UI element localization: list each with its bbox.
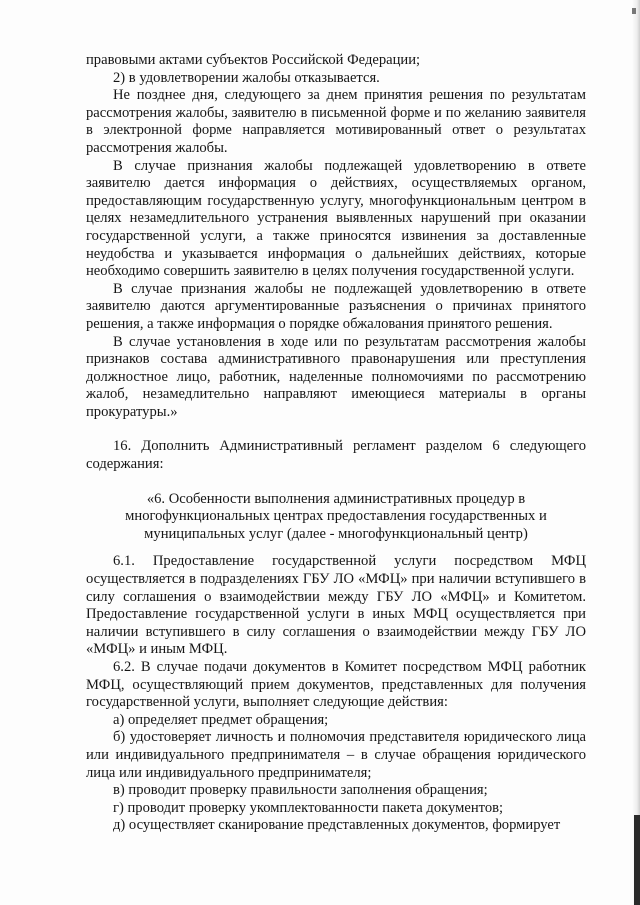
list-item: в) проводит проверку правильности заполнения обращения; — [113, 782, 488, 799]
paragraph: В случае установления в ходе или по результатам рассмотрения жалобы признаков состава административного правонарушения или преступления должностное лицо, работник, наделенные полномочиями по рассмотрению жалоб, незамедлительно направляют имеющиеся материалы в органы прокуратуры.» — [86, 333, 586, 420]
paragraph: 6.2. В случае подачи документов в Комитет посредством МФЦ работник МФЦ, осуществляющий прием документов, представленных для получения государственной услуги, выполняет следующие действия: — [86, 659, 586, 711]
list-item: д) осуществляет сканирование представленных документов, формирует — [113, 817, 561, 834]
scan-edge-shadow — [632, 0, 640, 905]
scan-edge-artifact — [634, 815, 640, 905]
paragraph: Не позднее дня, следующего за днем принятия решения по результатам рассмотрения жалобы, заявителю в письменной форме и по желанию заявителя в электронной форме направляется мотивированный ответ о результатах рассмотрения жалобы. — [86, 87, 586, 156]
paragraph: В случае признания жалобы не подлежащей удовлетворению в ответе заявителю даются аргументированные разъяснения о причинах принятого решения, а также информация о порядке обжалования принятого решения. — [86, 280, 586, 332]
section-title — [86, 491, 586, 544]
list-item: г) проводит проверку укомплектованности пакета документов; — [113, 799, 504, 816]
scan-mark — [632, 8, 636, 14]
section-title-line: многофункциональных центрах предоставления государственных и — [125, 508, 547, 525]
document-body — [86, 52, 586, 835]
paragraph: 6.1. Предоставление государственной услуги посредством МФЦ осуществляется в подразделениях ГБУ ЛО «МФЦ» при наличии вступившего в силу соглашения о взаимодействии между ГБУ ЛО «МФЦ» и Комитетом. Предоставление государственной услуги в иных МФЦ осуществляется при наличии вступившего в силу соглашения о взаимодействии между ГБУ ЛО «МФЦ» и иным МФЦ. — [86, 553, 586, 658]
section-title-line: муниципальных услуг (далее - многофункциональный центр) — [144, 525, 528, 542]
paragraph-amendment: 16. Дополнить Административный регламент разделом 6 следующего содержания: — [86, 438, 586, 473]
paragraph: В случае признания жалобы подлежащей удовлетворению в ответе заявителю дается информация о действиях, осуществляемых органом, предоставляющим государственную услугу, многофункциональным центром в целях незамедлительного устранения выявленных нарушений при оказании государственной услуги, а также приносятся извинения за доставленные неудобства и указывается информация о дальнейших действиях, которые необходимо совершить заявителю в целях получения государственной услуги. — [86, 157, 586, 280]
list-item: а) определяет предмет обращения; — [113, 711, 329, 728]
list-item: б) удостоверяет личность и полномочия представителя юридического лица или индивидуального предпринимателя – в случае обращения юридического лица или индивидуального предпринимателя; — [86, 729, 586, 781]
paragraph: 2) в удовлетворении жалобы отказывается. — [113, 69, 380, 86]
section-title-line: «6. Особенности выполнения административных процедур в — [146, 490, 526, 507]
paragraph: правовыми актами субъектов Российской Федерации; — [86, 52, 421, 68]
